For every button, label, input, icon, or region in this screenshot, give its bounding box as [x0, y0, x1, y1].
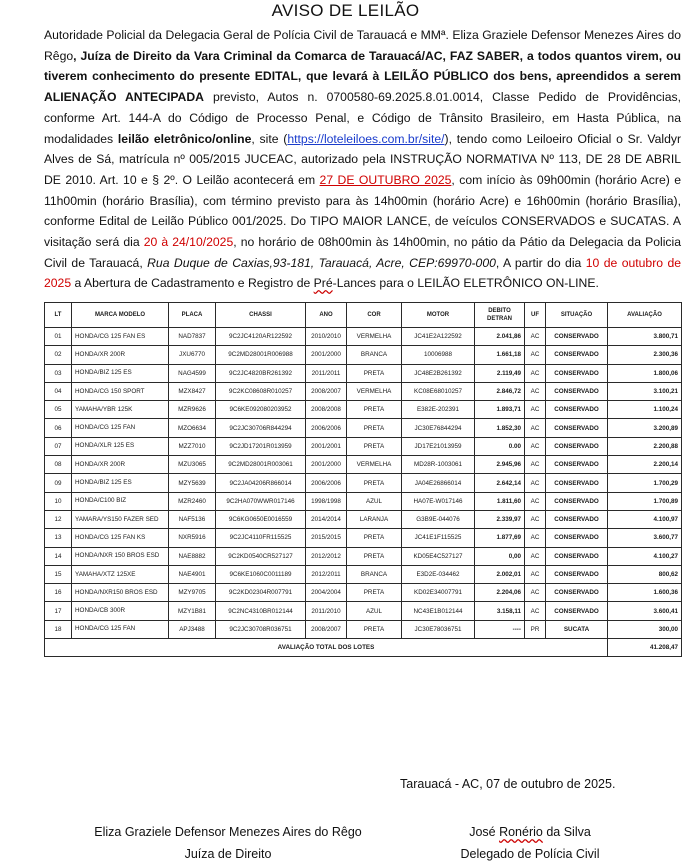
detran-debt-cell: 2.339,97 — [475, 510, 525, 528]
plate-cell: NAD7837 — [169, 328, 216, 346]
state-cell: AC — [525, 492, 546, 510]
column-header: COR — [347, 303, 402, 328]
engine-cell: JC48E2B261392 — [402, 364, 475, 382]
detran-debt-cell: 2.846,72 — [475, 382, 525, 400]
detran-debt-cell: 2.642,14 — [475, 474, 525, 492]
brand-model-cell: HONDA/NXR150 BROS ESD — [72, 584, 169, 602]
appraisal-cell: 1.600,36 — [608, 584, 682, 602]
chassis-cell: 9C2HA070WWR017146 — [216, 492, 306, 510]
status-cell: CONSERVADO — [546, 419, 608, 437]
appraisal-cell: 1.700,89 — [608, 492, 682, 510]
column-header: ANO — [306, 303, 347, 328]
detran-debt-cell: 2.041,86 — [475, 328, 525, 346]
state-cell: AC — [525, 510, 546, 528]
column-header: UF — [525, 303, 546, 328]
chassis-cell: 9C2MD28001R006988 — [216, 346, 306, 364]
delegate-name-part: da Silva — [542, 825, 591, 839]
appraisal-cell: 2.200,88 — [608, 437, 682, 455]
color-cell: PRETA — [347, 474, 402, 492]
lot-number-cell: 04 — [45, 382, 72, 400]
plate-cell: MZY5639 — [169, 474, 216, 492]
plate-cell: NAF5136 — [169, 510, 216, 528]
notice-part: , A partir do dia — [495, 255, 586, 270]
table-row — [45, 419, 682, 437]
lot-number-cell: 18 — [45, 620, 72, 638]
detran-debt-cell: 1.811,60 — [475, 492, 525, 510]
brand-model-cell: YAMARA/YS150 FAZER SED — [72, 510, 169, 528]
page-title: AVISO DE LEILÃO — [271, 1, 420, 20]
plate-cell: MZY1B81 — [169, 602, 216, 620]
chassis-cell: 9C6KG0650E0016559 — [216, 510, 306, 528]
status-cell: CONSERVADO — [546, 456, 608, 474]
notice-part: , no horário de 08h00min às 14h00min, no pátio da Pátio da Delegacia da Policia Civil de Tarauacá, — [44, 235, 681, 270]
detran-debt-cell: 1.877,69 — [475, 529, 525, 547]
year-cell: 2001/2000 — [306, 456, 347, 474]
detran-debt-cell: 2.945,96 — [475, 456, 525, 474]
delegate-name-part: Ronério — [499, 825, 543, 839]
color-cell: PRETA — [347, 364, 402, 382]
status-cell: CONSERVADO — [546, 510, 608, 528]
engine-cell: JA04E26866014 — [402, 474, 475, 492]
brand-model-cell: HONDA/XR 200R — [72, 346, 169, 364]
table-row — [45, 620, 682, 638]
detran-debt-cell: ---- — [475, 620, 525, 638]
lot-number-cell: 02 — [45, 346, 72, 364]
status-cell: CONSERVADO — [546, 474, 608, 492]
brand-model-cell: HONDA/XR 200R — [72, 456, 169, 474]
engine-cell: KC08E68010257 — [402, 382, 475, 400]
detran-debt-cell: 0.00 — [475, 437, 525, 455]
notice-part: Autoridade Policial da Delegacia Geral de Polícia Civil de Tarauacá e MMª. Eliza Graziele Defensor Menezes Aires do Rêgo — [44, 28, 681, 63]
notice-emphasis: leilão eletrônico/online — [117, 131, 252, 146]
notice-part: , site ( — [251, 131, 288, 146]
plate-cell: MZR9626 — [169, 401, 216, 419]
brand-model-cell: HONDA/CG 125 FAN — [72, 620, 169, 638]
color-cell: PRETA — [347, 401, 402, 419]
year-cell: 2012/2012 — [306, 547, 347, 565]
lot-number-cell: 03 — [45, 364, 72, 382]
table-row — [45, 382, 682, 400]
column-header: SITUAÇÃO — [546, 303, 608, 328]
lot-number-cell: 13 — [45, 529, 72, 547]
table-row — [45, 346, 682, 364]
year-cell: 2011/2011 — [306, 364, 347, 382]
state-cell: AC — [525, 419, 546, 437]
table-row — [45, 364, 682, 382]
appraisal-cell: 2.200,14 — [608, 456, 682, 474]
lot-number-cell: 16 — [45, 584, 72, 602]
auction-date: 27 DE OUTUBRO 2025 — [319, 172, 452, 187]
color-cell: AZUL — [347, 492, 402, 510]
appraisal-cell: 3.100,21 — [608, 382, 682, 400]
brand-model-cell: HONDA/C100 BIZ — [72, 492, 169, 510]
brand-model-cell: HONDA/CG 125 FAN — [72, 419, 169, 437]
appraisal-cell: 300,00 — [608, 620, 682, 638]
engine-cell: JC30E76844294 — [402, 419, 475, 437]
delegate-name-part: José — [469, 825, 500, 839]
notice-address: Rua Duque de Caxias,93-181, Tarauacá, Acre, CEP:69970-000 — [147, 255, 496, 270]
state-cell: AC — [525, 346, 546, 364]
lot-number-cell: 14 — [45, 547, 72, 565]
table-row — [45, 328, 682, 346]
status-cell: CONSERVADO — [546, 602, 608, 620]
table-row — [45, 510, 682, 528]
status-cell: CONSERVADO — [546, 382, 608, 400]
chassis-cell: 9C2KC08608R010257 — [216, 382, 306, 400]
state-cell: AC — [525, 547, 546, 565]
state-cell: AC — [525, 602, 546, 620]
state-cell: AC — [525, 529, 546, 547]
appraisal-cell: 3.600,41 — [608, 602, 682, 620]
year-cell: 2014/2014 — [306, 510, 347, 528]
appraisal-cell: 4.100,97 — [608, 510, 682, 528]
brand-model-cell: HONDA/XLR 125 ES — [72, 437, 169, 455]
year-cell: 2008/2007 — [306, 382, 347, 400]
color-cell: PRETA — [347, 419, 402, 437]
chassis-cell: 9C2JC4110FR115525 — [216, 529, 306, 547]
appraisal-cell: 1.100,24 — [608, 401, 682, 419]
color-cell: BRANCA — [347, 565, 402, 583]
brand-model-cell: YAMAHA/XTZ 125XE — [72, 565, 169, 583]
detran-debt-cell: 1.852,30 — [475, 419, 525, 437]
brand-model-cell: HONDA/CG 125 FAN ES — [72, 328, 169, 346]
brand-model-cell: HONDA/CB 300R — [72, 602, 169, 620]
table-header-row — [45, 303, 682, 328]
state-cell: AC — [525, 565, 546, 583]
year-cell: 2006/2006 — [306, 474, 347, 492]
plate-cell: MZY9705 — [169, 584, 216, 602]
lot-number-cell: 07 — [45, 437, 72, 455]
plate-cell: MZR2460 — [169, 492, 216, 510]
year-cell: 2012/2011 — [306, 565, 347, 583]
status-cell: CONSERVADO — [546, 437, 608, 455]
chassis-cell: 9C2NC4310BR012144 — [216, 602, 306, 620]
color-cell: VERMELHA — [347, 328, 402, 346]
total-value: 41.208,47 — [608, 639, 682, 657]
column-header: MARCA MODELO — [72, 303, 169, 328]
chassis-cell: 9C2KD0540CR527127 — [216, 547, 306, 565]
appraisal-cell: 4.100,27 — [608, 547, 682, 565]
detran-debt-cell: 2.002,01 — [475, 565, 525, 583]
column-header: DEBITO DETRAN — [475, 303, 525, 328]
plate-cell: APJ3488 — [169, 620, 216, 638]
table-row — [45, 565, 682, 583]
place-date: Tarauacá - AC, 07 de outubro de 2025. — [400, 777, 616, 791]
plate-cell: MZO6634 — [169, 419, 216, 437]
year-cell: 2006/2006 — [306, 419, 347, 437]
brand-model-cell: HONDA/CG 150 SPORT — [72, 382, 169, 400]
visitation-date: 20 à 24/10/2025 — [143, 235, 234, 250]
year-cell: 2001/2000 — [306, 346, 347, 364]
appraisal-cell: 800,62 — [608, 565, 682, 583]
year-cell: 2008/2008 — [306, 401, 347, 419]
lot-number-cell: 01 — [45, 328, 72, 346]
notice-emphasis: ALIENAÇÃO ANTECIPADA — [44, 90, 204, 105]
state-cell: AC — [525, 584, 546, 602]
appraisal-cell: 1.800,06 — [608, 364, 682, 382]
column-header: LT — [45, 303, 72, 328]
state-cell: AC — [525, 328, 546, 346]
color-cell: BRANCA — [347, 346, 402, 364]
year-cell: 1998/1998 — [306, 492, 347, 510]
delegate-name — [420, 821, 640, 843]
engine-cell: 10006988 — [402, 346, 475, 364]
chassis-cell: 9C2JC4120AR122592 — [216, 328, 306, 346]
chassis-cell: 9C6KE092080203952 — [216, 401, 306, 419]
lot-number-cell: 15 — [45, 565, 72, 583]
chassis-cell: 9C2JC30708R036751 — [216, 620, 306, 638]
column-header: CHASSI — [216, 303, 306, 328]
color-cell: PRETA — [347, 620, 402, 638]
registration-date: 10 de outubro de 2025 — [44, 255, 682, 291]
total-row — [45, 639, 682, 657]
table-row — [45, 584, 682, 602]
plate-cell: NAG4599 — [169, 364, 216, 382]
chassis-cell: 9C2JC30706R844294 — [216, 419, 306, 437]
plate-cell: MZZ7010 — [169, 437, 216, 455]
detran-debt-cell: 2.119,49 — [475, 364, 525, 382]
brand-model-cell: HONDA/CG 125 FAN KS — [72, 529, 169, 547]
plate-cell: MZX8427 — [169, 382, 216, 400]
lot-number-cell: 12 — [45, 510, 72, 528]
status-cell: CONSERVADO — [546, 328, 608, 346]
table-row — [45, 437, 682, 455]
lot-number-cell: 09 — [45, 474, 72, 492]
year-cell: 2010/2010 — [306, 328, 347, 346]
state-cell: PR — [525, 620, 546, 638]
engine-cell: HA07E-W017146 — [402, 492, 475, 510]
status-cell: CONSERVADO — [546, 547, 608, 565]
chassis-cell: 9C2MD28001R003061 — [216, 456, 306, 474]
appraisal-cell: 3.200,89 — [608, 419, 682, 437]
delegate-role: Delegado de Polícia Civil — [460, 847, 600, 861]
engine-cell: JC41E2A122592 — [402, 328, 475, 346]
detran-debt-cell: 1.893,71 — [475, 401, 525, 419]
status-cell: CONSERVADO — [546, 584, 608, 602]
engine-cell: NC43E1B012144 — [402, 602, 475, 620]
chassis-cell: 9C6KE1060C0011189 — [216, 565, 306, 583]
year-cell: 2015/2015 — [306, 529, 347, 547]
color-cell: AZUL — [347, 602, 402, 620]
chassis-cell: 9C2JD17201R013959 — [216, 437, 306, 455]
engine-cell: JD17E21013959 — [402, 437, 475, 455]
lots-table — [44, 302, 682, 657]
lot-number-cell: 08 — [45, 456, 72, 474]
engine-cell: E382E-202391 — [402, 401, 475, 419]
total-label: AVALIAÇÃO TOTAL DOS LOTES — [45, 639, 608, 657]
status-cell: CONSERVADO — [546, 364, 608, 382]
status-cell: CONSERVADO — [546, 492, 608, 510]
appraisal-cell: 2.300,36 — [608, 346, 682, 364]
status-cell: CONSERVADO — [546, 346, 608, 364]
state-cell: AC — [525, 364, 546, 382]
judge-role: Juíza de Direito — [184, 847, 272, 861]
plate-cell: NAE4901 — [169, 565, 216, 583]
chassis-cell: 9C2KD02304R007791 — [216, 584, 306, 602]
color-cell: LARANJA — [347, 510, 402, 528]
delegate-signature-block — [420, 821, 640, 865]
table-row — [45, 492, 682, 510]
notice-part: , Juíza de Direito da Vara Criminal da Comarca de Tarauacá/AC, FAZ SABER, a todos quantos virem, ou tiverem conhecimento do presente EDITAL, que levará à LEILÃO PÚBLICO dos bens, apreendidos a serem — [44, 48, 681, 84]
auction-site-link[interactable]: https://loteleiloes.com.br/site/ — [287, 131, 445, 146]
table-row — [45, 602, 682, 620]
lot-number-cell: 06 — [45, 419, 72, 437]
state-cell: AC — [525, 474, 546, 492]
state-cell: AC — [525, 401, 546, 419]
state-cell: AC — [525, 382, 546, 400]
engine-cell: E3D2E-034462 — [402, 565, 475, 583]
brand-model-cell: YAMAHA/YBR 125K — [72, 401, 169, 419]
lot-number-cell: 10 — [45, 492, 72, 510]
year-cell: 2001/2001 — [306, 437, 347, 455]
color-cell: VERMELHA — [347, 382, 402, 400]
notice-part: Pré — [313, 276, 333, 291]
detran-debt-cell: 1.661,18 — [475, 346, 525, 364]
appraisal-cell: 1.700,29 — [608, 474, 682, 492]
notice-part: a Abertura de Cadastramento e Registro de — [71, 276, 314, 291]
color-cell: PRETA — [347, 529, 402, 547]
status-cell: SUCATA — [546, 620, 608, 638]
color-cell: PRETA — [347, 584, 402, 602]
plate-cell: JXU6770 — [169, 346, 216, 364]
status-cell: CONSERVADO — [546, 401, 608, 419]
table-row — [45, 401, 682, 419]
brand-model-cell: HONDA/BIZ 125 ES — [72, 364, 169, 382]
color-cell: VERMELHA — [347, 456, 402, 474]
notice-part: , com início às 09h00min (horário Acre) e 11h00min (horário Brasília), com término previsto para às 14h00min (horário Acre) e 16h00min (horário Brasília), conforme Edital de Leilão Público 001/2025. Do TIPO MAIOR LANCE, de veículos CONSERVADOS e SUCATAS. A visitação será dia — [44, 172, 681, 250]
table-row — [45, 547, 682, 565]
detran-debt-cell: 2.204,06 — [475, 584, 525, 602]
state-cell: AC — [525, 456, 546, 474]
judge-name: Eliza Graziele Defensor Menezes Aires do Rêgo — [94, 825, 362, 839]
table-row — [45, 529, 682, 547]
column-header: MOTOR — [402, 303, 475, 328]
appraisal-cell: 3.800,71 — [608, 328, 682, 346]
engine-cell: KD02E34007791 — [402, 584, 475, 602]
chassis-cell: 9C2JA04206R866014 — [216, 474, 306, 492]
lots-table-body — [45, 328, 682, 639]
color-cell: PRETA — [347, 437, 402, 455]
color-cell: PRETA — [347, 547, 402, 565]
notice-part: ), tendo como Leiloeiro Oficial o Sr. Valdyr Alves de Sá, matrícula nº 005/2015 JUCEAC, autorizado pela INSTRUÇÃO NORMATIVA Nº 113, DE 28 DE ABRIL DE 2010. Art. 10 e § 2º. O Leilão acontecerá em — [44, 131, 682, 187]
brand-model-cell: HONDA/NXR 150 BROS ESD — [72, 547, 169, 565]
engine-cell: MD28R-1003061 — [402, 456, 475, 474]
detran-debt-cell: 0,00 — [475, 547, 525, 565]
year-cell: 2008/2007 — [306, 620, 347, 638]
table-row — [45, 474, 682, 492]
judge-signature-block — [78, 821, 378, 865]
plate-cell: NAE8882 — [169, 547, 216, 565]
brand-model-cell: HONDA/BIZ 125 ES — [72, 474, 169, 492]
notice-text — [44, 25, 681, 294]
lot-number-cell: 05 — [45, 401, 72, 419]
plate-cell: NXR5916 — [169, 529, 216, 547]
engine-cell: KD05E4C527127 — [402, 547, 475, 565]
notice-part: previsto, Autos n. 0700580-69.2025.8.01.0014, Classe Pedido de Providências, conforme Art. 144-A do Código de Processo Penal, e Código de Trânsito Brasileiro, em Hasta Pública, na modalidades — [44, 90, 681, 146]
notice-part: -Lances para o LEILÃO ELETRÔNICO ON-LINE. — [332, 276, 599, 291]
engine-cell: G3B9E-044076 — [402, 510, 475, 528]
table-row — [45, 456, 682, 474]
column-header: AVALIAÇÃO — [608, 303, 682, 328]
engine-cell: JC30E78036751 — [402, 620, 475, 638]
year-cell: 2004/2004 — [306, 584, 347, 602]
appraisal-cell: 3.600,77 — [608, 529, 682, 547]
chassis-cell: 9C2JC4820BR261392 — [216, 364, 306, 382]
column-header: PLACA — [169, 303, 216, 328]
engine-cell: JC41E1F115525 — [402, 529, 475, 547]
status-cell: CONSERVADO — [546, 565, 608, 583]
state-cell: AC — [525, 437, 546, 455]
detran-debt-cell: 3.158,11 — [475, 602, 525, 620]
year-cell: 2011/2010 — [306, 602, 347, 620]
lot-number-cell: 17 — [45, 602, 72, 620]
plate-cell: MZU3065 — [169, 456, 216, 474]
status-cell: CONSERVADO — [546, 529, 608, 547]
